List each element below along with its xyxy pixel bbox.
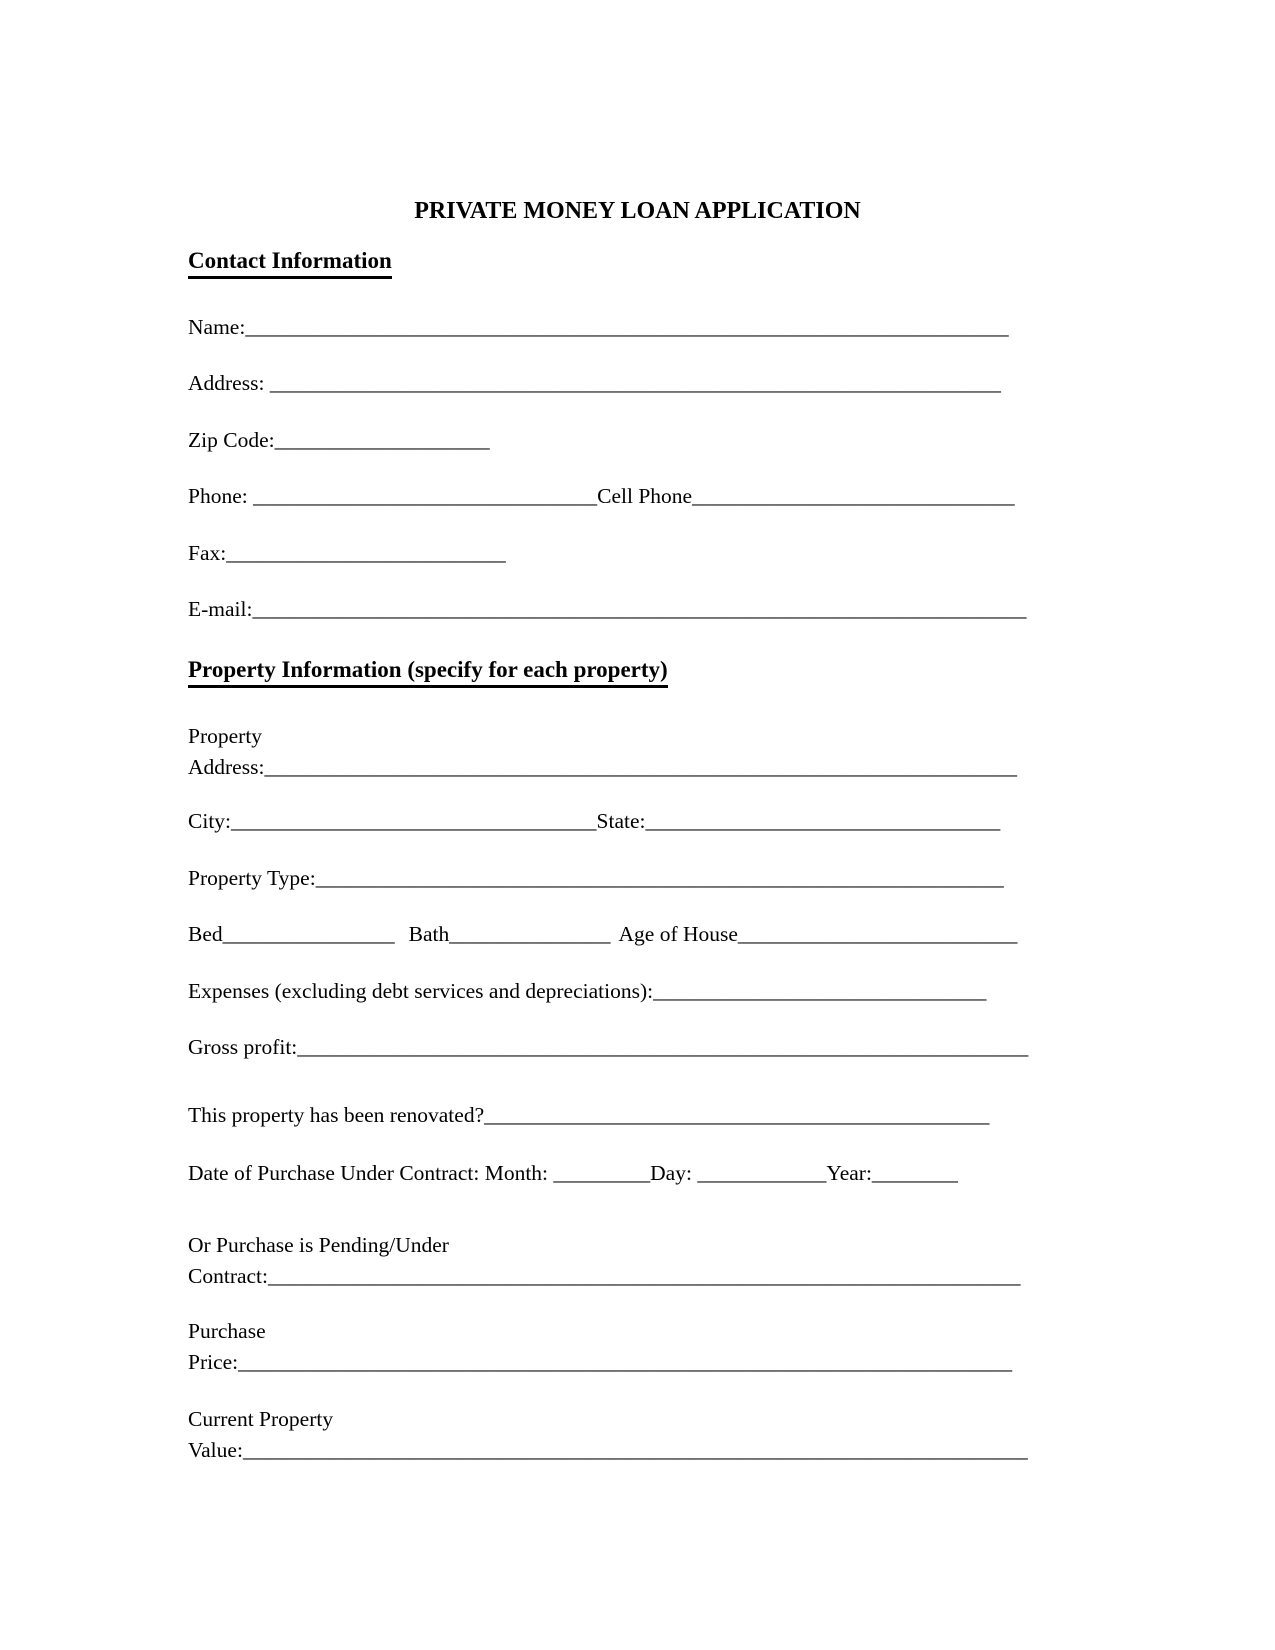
current-value-blank-line: _________________________________________________________________________ [242, 1438, 1028, 1462]
phone-blank-line: ________________________________ [253, 484, 598, 508]
property-address-field [188, 721, 1017, 783]
fax-label: Fax: [188, 541, 227, 565]
bed-blank-line: ________________ [222, 922, 395, 946]
contact-information-heading [188, 247, 392, 279]
state-label: State: [596, 809, 646, 833]
gross-profit-blank-line: ____________________________________________________________________ [297, 1035, 1029, 1059]
pending-contract-label-top: Or Purchase is Pending/Under [188, 1233, 449, 1257]
city-label: City: [188, 809, 232, 833]
email-blank-line: ________________________________________________________________________ [252, 597, 1027, 621]
bed-bath-age-field [188, 921, 1017, 947]
property-type-field [188, 865, 1004, 891]
cell-phone-label: Cell Phone [597, 484, 693, 508]
fax-blank-line: __________________________ [226, 541, 506, 565]
property-address-label-top: Property [188, 724, 263, 748]
city-blank-line: __________________________________ [231, 809, 597, 833]
expenses-field [188, 978, 986, 1004]
phone-label: Phone: [188, 484, 254, 508]
current-value-label: Value: [188, 1438, 243, 1462]
page-title: PRIVATE MONEY LOAN APPLICATION [414, 198, 861, 224]
address-label: Address: [188, 371, 270, 395]
age-of-house-label: Age of House [618, 922, 738, 946]
day-label: Day: [650, 1161, 698, 1185]
month-blank-line: _________ [553, 1161, 651, 1185]
gross-profit-field [188, 1034, 1028, 1060]
year-label: Year: [826, 1161, 872, 1185]
day-blank-line: ____________ [697, 1161, 827, 1185]
cell-phone-blank-line: ______________________________ [692, 484, 1015, 508]
name-label: Name: [188, 315, 246, 339]
expenses-label: Expenses (excluding debt services and depreciations): [188, 979, 654, 1003]
property-information-heading-text: Property Information (specify for each property) [188, 656, 668, 688]
current-value-field [188, 1404, 1028, 1466]
bath-label: Bath [408, 922, 450, 946]
age-of-house-blank-line: __________________________ [737, 922, 1018, 946]
current-value-label-top: Current Property [188, 1407, 334, 1431]
bed-label: Bed [188, 922, 223, 946]
pending-contract-blank-line: ______________________________________________________________________ [268, 1264, 1021, 1288]
property-address-label: Address: [188, 755, 265, 779]
property-type-blank-line: ________________________________________________________________ [315, 866, 1004, 890]
purchase-price-label: Price: [188, 1350, 239, 1374]
zip-code-blank-line: ____________________ [274, 428, 490, 452]
bath-blank-line: _______________ [449, 922, 611, 946]
pending-contract-label: Contract: [188, 1264, 269, 1288]
address-field [188, 370, 1001, 396]
email-label: E-mail: [188, 597, 253, 621]
property-address-blank-line: ______________________________________________________________________ [264, 755, 1017, 779]
name-blank-line: _______________________________________________________________________ [245, 315, 1009, 339]
gross-profit-label: Gross profit: [188, 1035, 298, 1059]
email-field [188, 596, 1026, 622]
expenses-blank-line: _______________________________ [653, 979, 987, 1003]
purchase-date-field [188, 1160, 958, 1186]
renovated-label: This property has been renovated? [188, 1103, 485, 1127]
purchase-date-label: Date of Purchase Under Contract: Month: [188, 1161, 554, 1185]
renovated-blank-line: _______________________________________________ [484, 1103, 990, 1127]
city-state-field [188, 808, 1000, 834]
purchase-price-label-top: Purchase [188, 1319, 266, 1343]
contact-information-heading-text: Contact Information [188, 247, 392, 279]
phone-field [188, 483, 1015, 509]
name-field [188, 314, 1009, 340]
renovated-field [188, 1102, 989, 1128]
address-blank-line: ____________________________________________________________________ [269, 371, 1001, 395]
purchase-price-field [188, 1316, 1012, 1378]
fax-field [188, 540, 506, 566]
zip-code-label: Zip Code: [188, 428, 275, 452]
zip-code-field [188, 427, 490, 453]
state-blank-line: _________________________________ [645, 809, 1001, 833]
property-information-heading [188, 656, 668, 688]
purchase-price-blank-line: ________________________________________________________________________ [238, 1350, 1013, 1374]
pending-contract-field [188, 1230, 1021, 1292]
year-blank-line: ________ [871, 1161, 958, 1185]
property-type-label: Property Type: [188, 866, 316, 890]
